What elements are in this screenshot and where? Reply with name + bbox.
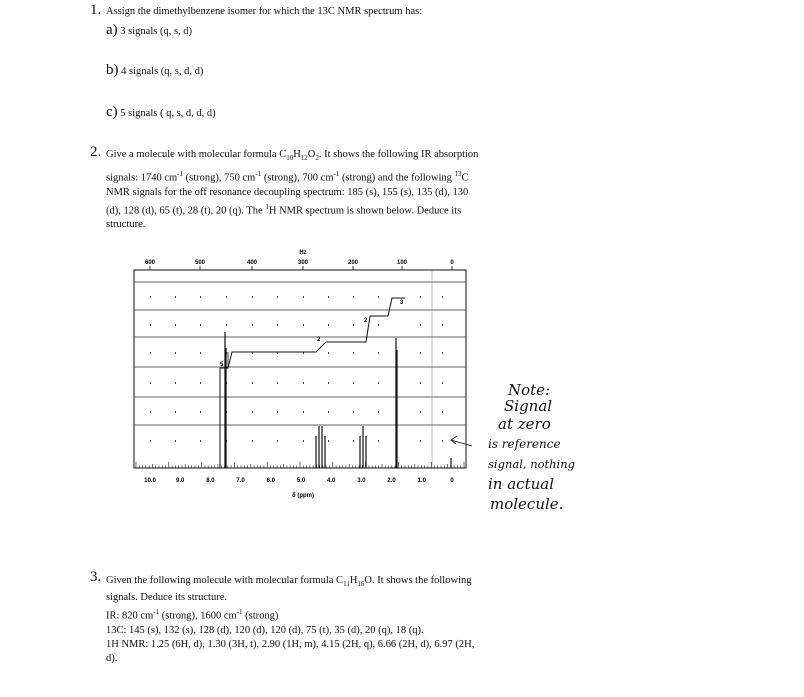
superscript: -1	[236, 608, 243, 617]
ppm-tick-label: 9.0	[176, 478, 185, 484]
q2-line3: NMR signals for the off resonance decoupling spectrum: 185 (s), 155 (s), 135 (d), 130	[106, 186, 469, 198]
option-text: 3 signals (q, s, d)	[120, 26, 193, 37]
q2-line5: structure.	[106, 219, 146, 231]
minor-ticks	[136, 462, 464, 468]
formula-h-count: 16	[357, 580, 365, 589]
ppm-tick-label: 2.0	[387, 478, 396, 484]
ppm-tick-label: 10.0	[144, 478, 156, 484]
q2-line4-end: H NMR spectrum is shown below. Deduce its	[268, 205, 462, 217]
formula-h: H	[293, 149, 301, 160]
q2-ir-3: (strong), 700 cm	[261, 172, 334, 184]
question-1-option-c	[106, 104, 216, 121]
hz-tick-label: 100	[396, 260, 408, 266]
formula-c-count: 11	[343, 580, 350, 589]
q3-ir-2: (strong), 1600 cm	[159, 610, 237, 622]
question-2-number: 2.	[90, 144, 102, 160]
q2-ir-4: (strong) and the following	[339, 172, 455, 184]
q2-line1-end: . It shows the following IR absorption	[318, 149, 479, 160]
q2-ir-5: C	[461, 172, 469, 184]
h-nmr-spectrum	[120, 240, 480, 540]
question-1-number: 1.	[90, 2, 102, 18]
question-2-text	[106, 148, 536, 232]
hz-unit-label: Hz	[299, 250, 307, 256]
question-1-option-a	[106, 22, 192, 39]
note-line: is reference	[488, 437, 561, 451]
question-3-text	[106, 574, 536, 666]
hz-tick-label: 500	[194, 260, 206, 266]
hz-tick-label: 600	[144, 260, 156, 266]
superscript: -1	[153, 608, 160, 617]
q3-h1-line2: d).	[106, 652, 118, 664]
spectrum-frame	[134, 270, 466, 468]
superscript: -1	[333, 170, 340, 179]
handwritten-note	[488, 380, 588, 514]
note-line: in actual	[488, 475, 554, 493]
q3-ir-3: (strong)	[242, 610, 279, 622]
superscript: -1	[177, 170, 184, 179]
ppm-tick-labels	[144, 478, 454, 484]
ppm-axis-label: δ (ppm)	[292, 493, 314, 499]
formula-h-count: 12	[300, 154, 308, 163]
hz-tick-label: 400	[246, 260, 258, 266]
formula-c-count: 10	[286, 154, 294, 163]
note-line: Signal	[504, 397, 553, 415]
integral-3: 3	[400, 300, 404, 306]
q3-line1-end: O. It shows the following	[364, 575, 472, 586]
question-3-number: 3.	[90, 569, 102, 585]
hz-tick-label: 0	[450, 260, 454, 266]
hz-tick-label: 200	[347, 260, 359, 266]
ppm-tick-label: 0	[450, 478, 454, 484]
q3-h1-line1: 1H NMR: 1.25 (6H, d), 1.30 (3H, t), 2.90 (1H, m), 4.15 (2H, q), 6.66 (2H, d), 6.97 (2H,	[106, 638, 475, 650]
note-line: signal, nothing	[488, 457, 575, 471]
formula-o-count: 2	[315, 154, 319, 163]
hz-tick-labels	[145, 260, 454, 266]
integral-2a: 2	[317, 337, 321, 343]
option-letter: c)	[106, 104, 118, 120]
note-line: Note:	[508, 381, 551, 399]
ppm-tick-label: 8.0	[206, 478, 215, 484]
formula-o: O	[307, 149, 316, 160]
q3-c13: 13C: 145 (s), 132 (s), 128 (d), 120 (d), 120 (d), 75 (t), 35 (d), 20 (q), 18 (q).	[106, 624, 424, 636]
hz-tick-label: 300	[297, 260, 309, 266]
ppm-tick-label: 6.0	[266, 478, 275, 484]
ppm-tick-label: 4.0	[327, 478, 336, 484]
q2-line4: (d), 128 (d), 65 (t), 28 (t), 20 (q). The	[106, 205, 266, 217]
ppm-tick-label: 5.0	[296, 478, 306, 484]
note-line: molecule.	[490, 495, 564, 513]
superscript: -1	[255, 170, 262, 179]
formula-h: H	[349, 575, 358, 586]
ppm-tick-label: 3.0	[357, 478, 366, 484]
ppm-tick-label: 1.0	[417, 478, 426, 484]
grid-dots	[150, 296, 443, 442]
q3-line1: Given the following molecule with molecular formula C	[106, 575, 344, 586]
q3-line2: signals. Deduce its structure.	[106, 592, 228, 604]
note-line: at zero	[498, 415, 551, 433]
q2-ir-2: (strong), 750 cm	[183, 172, 256, 184]
question-1-prompt: Assign the dimethylbenzene isomer for which the 13C NMR spectrum has:	[106, 6, 423, 17]
integral-5: 5	[220, 362, 224, 368]
ppm-tick-label: 7.0	[236, 478, 245, 484]
q2-line1: Give a molecule with molecular formula C	[106, 149, 287, 160]
q2-ir-1: signals: 1740 cm	[106, 172, 178, 184]
option-letter: b)	[106, 62, 119, 78]
superscript: 13	[454, 170, 462, 179]
question-1-option-b	[106, 62, 203, 79]
integral-trace	[220, 298, 405, 468]
option-text: 5 signals ( q, s, d, d, d)	[120, 108, 216, 119]
option-letter: a)	[106, 22, 118, 38]
integral-2b: 2	[364, 318, 368, 324]
q3-ir-1: IR: 820 cm	[106, 610, 154, 622]
superscript: 1	[265, 202, 269, 211]
option-text: 4 signals (q, s, d, d)	[121, 66, 204, 77]
